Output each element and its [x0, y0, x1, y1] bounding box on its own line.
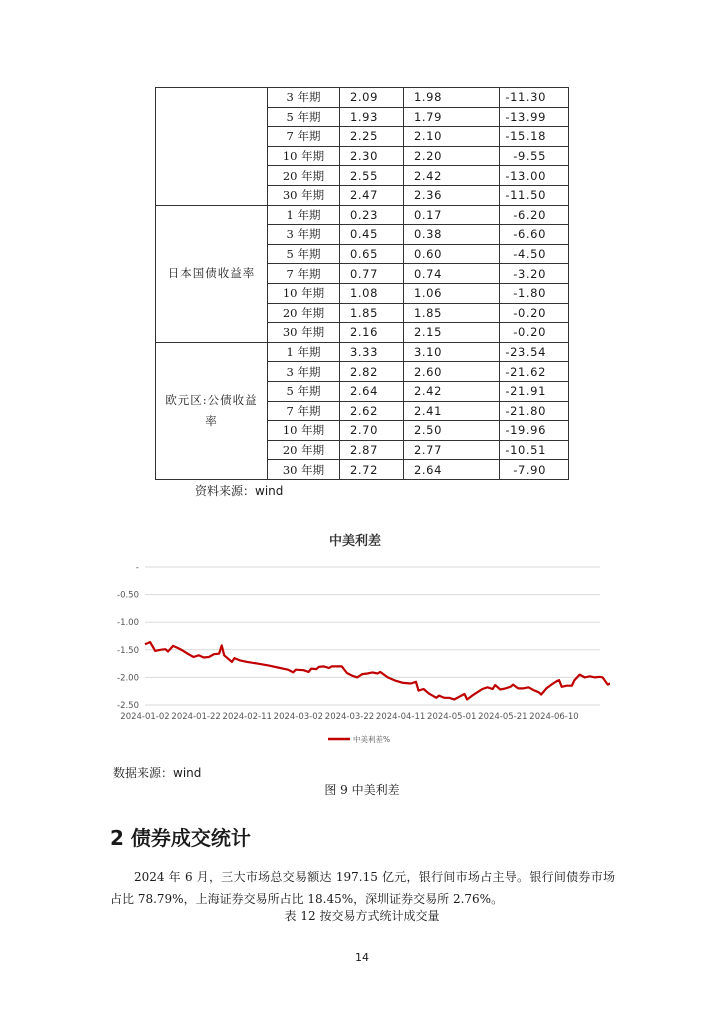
value-a-cell: 2.87 — [340, 440, 404, 460]
change-cell: -6.60 — [500, 225, 569, 245]
x-tick-label: 2024-03-22 — [324, 712, 375, 722]
value-b-cell: 1.06 — [404, 283, 500, 303]
value-b-cell: 1.98 — [404, 88, 500, 108]
value-b-cell: 2.42 — [404, 166, 500, 186]
value-a-cell: 2.55 — [340, 166, 404, 186]
change-cell: -13.00 — [500, 166, 569, 186]
value-a-cell: 2.64 — [340, 381, 404, 401]
value-a-cell: 2.16 — [340, 323, 404, 343]
value-b-cell: 2.41 — [404, 401, 500, 421]
table-caption: 表 12 按交易方式统计成交量 — [284, 909, 440, 923]
y-tick-label: -2.00 — [117, 673, 139, 684]
change-cell: -13.99 — [500, 107, 569, 127]
table-source-label: 资料来源： — [195, 484, 256, 498]
x-tick-label: 2024-02-11 — [222, 712, 272, 722]
value-a-cell: 2.82 — [340, 362, 404, 382]
change-cell: -4.50 — [500, 244, 569, 264]
term-cell: 10 年期 — [268, 146, 340, 166]
value-a-cell: 2.72 — [340, 460, 404, 480]
group-label-cell — [156, 88, 268, 206]
value-a-cell: 3.33 — [340, 342, 404, 362]
value-b-cell: 2.10 — [404, 127, 500, 147]
change-cell: -7.90 — [500, 460, 569, 480]
value-a-cell: 2.25 — [340, 127, 404, 147]
table-row — [156, 88, 569, 108]
change-cell: -21.80 — [500, 401, 569, 421]
chart-title: 中美利差 — [328, 534, 382, 549]
value-a-cell: 0.23 — [340, 205, 404, 225]
value-b-cell: 1.79 — [404, 107, 500, 127]
group-label-cell: 日本国债收益率 — [156, 205, 268, 342]
x-tick-label: 2024-05-21 — [478, 712, 528, 722]
bond-yield-table-body — [156, 88, 569, 480]
value-b-cell: 1.85 — [404, 303, 500, 323]
value-a-cell: 2.30 — [340, 146, 404, 166]
table-row — [156, 205, 569, 225]
x-tick-label: 2024-05-01 — [427, 712, 477, 722]
term-cell: 20 年期 — [268, 440, 340, 460]
section-paragraph: 2024 年 6 月，三大市场总交易额达 197.15 亿元，银行间市场占主导。银行间债券市场占比 78.79%，上海证券交易所占比 18.45%，深圳证券交易所 2.76%。 — [110, 870, 615, 906]
page-number: 14 — [355, 951, 369, 964]
term-cell: 5 年期 — [268, 381, 340, 401]
x-tick-label: 2024-01-22 — [171, 712, 221, 722]
value-a-cell: 1.93 — [340, 107, 404, 127]
y-tick-label: -0.50 — [117, 590, 139, 601]
term-cell: 3 年期 — [268, 225, 340, 245]
table-source — [195, 482, 283, 499]
change-cell: -0.20 — [500, 303, 569, 323]
change-cell: -21.91 — [500, 381, 569, 401]
spread-line-chart — [100, 527, 610, 757]
change-cell: -11.30 — [500, 88, 569, 108]
change-cell: -0.20 — [500, 323, 569, 343]
change-cell: -19.96 — [500, 421, 569, 441]
value-b-cell: 2.42 — [404, 381, 500, 401]
chart-source-label: 数据来源： — [113, 766, 174, 780]
value-b-cell: 2.64 — [404, 460, 500, 480]
term-cell: 10 年期 — [268, 283, 340, 303]
y-tick-label: - — [135, 563, 139, 573]
chart-series — [145, 642, 610, 699]
term-cell: 7 年期 — [268, 264, 340, 284]
term-cell: 20 年期 — [268, 303, 340, 323]
y-tick-label: -1.50 — [117, 645, 139, 656]
section-heading: 2 债券成交统计 — [110, 826, 251, 850]
change-cell: -10.51 — [500, 440, 569, 460]
term-cell: 7 年期 — [268, 127, 340, 147]
value-a-cell: 2.62 — [340, 401, 404, 421]
value-a-cell: 0.77 — [340, 264, 404, 284]
term-cell: 20 年期 — [268, 166, 340, 186]
change-cell: -9.55 — [500, 146, 569, 166]
chart-source-value: wind — [173, 766, 202, 780]
chart-legend — [328, 734, 390, 744]
term-cell: 30 年期 — [268, 323, 340, 343]
x-axis-ticks — [120, 712, 578, 722]
x-tick-label: 2024-03-02 — [273, 712, 324, 722]
value-b-cell: 3.10 — [404, 342, 500, 362]
term-cell: 3 年期 — [268, 88, 340, 108]
y-axis-ticks — [117, 563, 139, 711]
value-a-cell: 1.08 — [340, 283, 404, 303]
value-b-cell: 2.36 — [404, 185, 500, 205]
x-tick-label: 2024-06-10 — [529, 712, 579, 722]
value-a-cell: 0.45 — [340, 225, 404, 245]
x-tick-label: 2024-01-02 — [120, 712, 170, 722]
value-a-cell: 2.70 — [340, 421, 404, 441]
value-a-cell: 1.85 — [340, 303, 404, 323]
change-cell: -1.80 — [500, 283, 569, 303]
table-row — [156, 342, 569, 362]
chart-gridlines — [145, 567, 600, 705]
change-cell: -3.20 — [500, 264, 569, 284]
change-cell: -21.62 — [500, 362, 569, 382]
value-b-cell: 2.50 — [404, 421, 500, 441]
value-a-cell: 2.47 — [340, 185, 404, 205]
value-a-cell: 0.65 — [340, 244, 404, 264]
bond-yield-table — [155, 87, 569, 480]
value-b-cell: 2.20 — [404, 146, 500, 166]
term-cell: 1 年期 — [268, 205, 340, 225]
term-cell: 3 年期 — [268, 362, 340, 382]
change-cell: -11.50 — [500, 185, 569, 205]
y-tick-label: -2.50 — [117, 701, 139, 711]
x-tick-label: 2024-04-11 — [375, 712, 426, 722]
value-b-cell: 0.17 — [404, 205, 500, 225]
value-b-cell: 0.38 — [404, 225, 500, 245]
term-cell: 30 年期 — [268, 460, 340, 480]
y-tick-label: -1.00 — [117, 618, 139, 629]
figure-caption: 图 9 中美利差 — [324, 783, 400, 797]
change-cell: -23.54 — [500, 342, 569, 362]
value-b-cell: 0.60 — [404, 244, 500, 264]
term-cell: 10 年期 — [268, 421, 340, 441]
value-b-cell: 0.74 — [404, 264, 500, 284]
term-cell: 7 年期 — [268, 401, 340, 421]
term-cell: 1 年期 — [268, 342, 340, 362]
chart-source — [113, 764, 201, 781]
term-cell: 5 年期 — [268, 244, 340, 264]
group-label-cell: 欧元区:公债收益率 — [156, 342, 268, 479]
term-cell: 5 年期 — [268, 107, 340, 127]
legend-label: 中美利差% — [353, 735, 391, 744]
value-b-cell: 2.60 — [404, 362, 500, 382]
series-line — [145, 642, 610, 699]
table-source-value: wind — [255, 484, 284, 498]
value-b-cell: 2.77 — [404, 440, 500, 460]
term-cell: 30 年期 — [268, 185, 340, 205]
value-a-cell: 2.09 — [340, 88, 404, 108]
value-b-cell: 2.15 — [404, 323, 500, 343]
change-cell: -15.18 — [500, 127, 569, 147]
change-cell: -6.20 — [500, 205, 569, 225]
